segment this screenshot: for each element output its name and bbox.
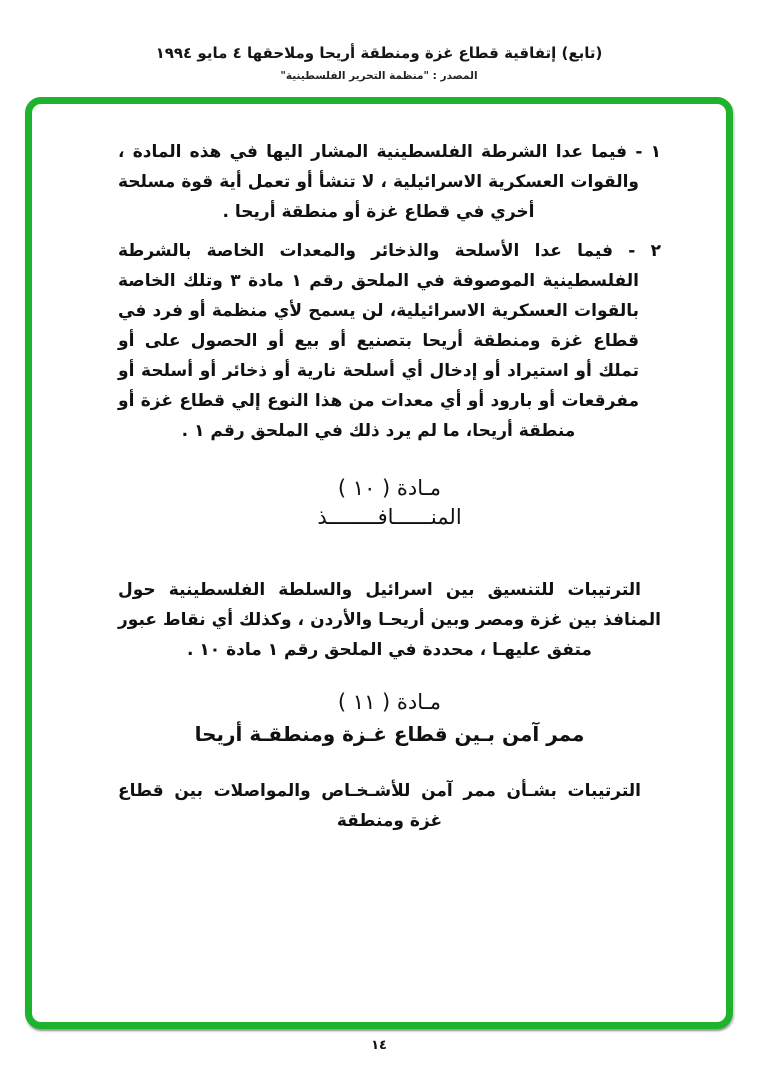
clause-2-number: ٢ - [628,241,661,261]
article-11-heading: مـادة ( ١١ ) [337,690,442,714]
green-content-frame [25,97,733,1029]
clause-2-text: فيما عدا الأسلحة والذخائر والمعدات الخاصة بالشرطة الفلسطينية الموصوفة في الملحق رقم ١ مادة ٣ وتلك الخاصة بالقوات العسكرية الاسرائيلية، لن يسمح لأي منظمة أو فرد في قطاع غزة ومنطقة أريحا بتصنيع أو بيع أو الحصول على أو تملك أو استيراد أو إدخال أي أسلحة نارية أو ذخائر أو أسلحة أو مفرقعات أو بارود أو أي معدات من هذا النوع إلي قطاع غزة أو منطقة أريحا، ما لم يرد ذلك في الملحق رقم ١ . [118,241,639,441]
clause-1-text: فيما عدا الشرطة الفلسطينية المشار اليها في هذه المادة ، والقوات العسكرية الاسرائيلية ، لا تنشأ أو تعمل أية قوة مسلحة أخري في قطاع غزة أو منطقة أريحا . [118,142,639,222]
article-10-heading: مـادة ( ١٠ ) [337,476,442,500]
article-11-paragraph: الترتيبات بشـأن ممر آمن للأشـخـاص والمواصلات بين قطاع غزة ومنطقة [118,781,641,831]
document-title: (تابع) إتفاقية قطاع غزة ومنطقة أريحا وملاحقها ٤ مايو ١٩٩٤ [155,44,603,62]
page-number: ١٤ [371,1038,387,1053]
clause-2 [118,236,661,446]
article-10-paragraph: الترتيبات للتنسيق بين اسرائيل والسلطة الفلسطينية حول المنافذ بين غزة ومصر وبين أريحـا والأردن ، وكذلك أي نقاط عبور متفق عليهـا ، محددة في الملحق رقم ١ مادة ١٠ . [118,580,661,660]
document-source-line: المصدر : "منظمة التحرير الفلسطينية" [280,70,478,82]
clause-1 [118,137,661,227]
document-header [0,44,758,82]
article-10-subheading: المنــــــافــــــــذ [317,505,462,529]
clause-1-number: ١ - [635,142,661,162]
article-11-subheading: ممر آمن بـين قطاع غـزة ومنطقـة أريحا [194,722,585,746]
